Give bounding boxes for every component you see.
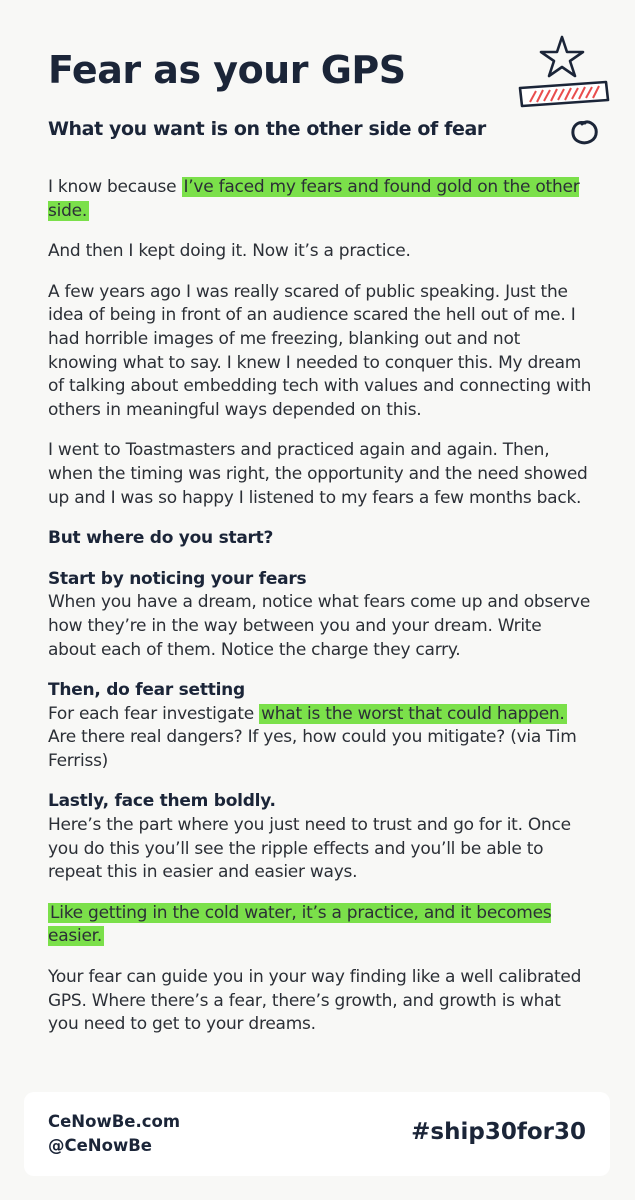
star-icon bbox=[541, 37, 583, 76]
step2-block bbox=[48, 679, 593, 773]
doodle-decorations bbox=[510, 28, 620, 150]
step3-block bbox=[48, 790, 593, 884]
step2-text-after: Are there real dangers? If yes, how could you mitigate? (via Tim Ferriss) bbox=[48, 727, 577, 771]
intro-paragraph bbox=[48, 176, 593, 223]
closing-paragraph: Your fear can guide you in your way finding like a well calibrated GPS. Where there’s a fear, there’s growth, and growth is what you need to get to your dreams. bbox=[48, 967, 582, 1035]
practice-paragraph: And then I kept doing it. Now it’s a practice. bbox=[48, 241, 411, 262]
step2-highlight: what is the worst that could happen. bbox=[261, 703, 565, 724]
footer-handle[interactable]: @CeNowBe bbox=[48, 1136, 152, 1155]
toastmasters-paragraph: I went to Toastmasters and practiced again and again. Then, when the timing was right, the opportunity and the need showed up and I was so happy I listened to my fears a few months back. bbox=[48, 440, 588, 508]
striped-bar-icon bbox=[520, 82, 608, 106]
step1-heading: Start by noticing your fears bbox=[48, 568, 307, 589]
step3-heading: Lastly, face them boldly. bbox=[48, 791, 276, 812]
article-body bbox=[48, 176, 593, 1054]
step3-text: Here’s the part where you just need to trust and go for it. Once you do this you’ll see the ripple effects and you’ll be able to repeat this in easier and easier ways. bbox=[48, 815, 571, 883]
step1-block bbox=[48, 568, 593, 662]
question-heading: But where do you start? bbox=[48, 528, 274, 549]
step1-text: When you have a dream, notice what fears come up and observe how they’re in the way between you and your dream. Write about each of them. Notice the charge they carry. bbox=[48, 592, 591, 660]
intro-text: I know because bbox=[48, 177, 182, 197]
page-title: Fear as your GPS bbox=[48, 48, 406, 92]
page-subtitle: What you want is on the other side of fear bbox=[48, 118, 486, 140]
footer-card bbox=[24, 1092, 610, 1176]
highlight-paragraph bbox=[48, 902, 593, 949]
step2-text: For each fear investigate bbox=[48, 703, 260, 724]
circle-icon bbox=[573, 122, 596, 143]
footer-hashtag: #ship30for30 bbox=[411, 1119, 586, 1145]
cold-water-highlight: Like getting in the cold water, it’s a practice, and it becomes easier. bbox=[48, 902, 552, 947]
story-paragraph: A few years ago I was really scared of public speaking. Just the idea of being in front of an audience scared the hell out of me. I had horrible images of me freezing, blanking out and not knowing what to say. I knew I needed to conquer this. My dream of talking about embedding tech with values and connecting with others in meaningful ways depended on this. bbox=[48, 281, 592, 420]
intro-highlight: I’ve faced my fears and found gold on the other side. bbox=[48, 177, 580, 221]
step2-heading: Then, do fear setting bbox=[48, 680, 245, 701]
footer-site-link[interactable]: CeNowBe.com bbox=[48, 1112, 181, 1131]
